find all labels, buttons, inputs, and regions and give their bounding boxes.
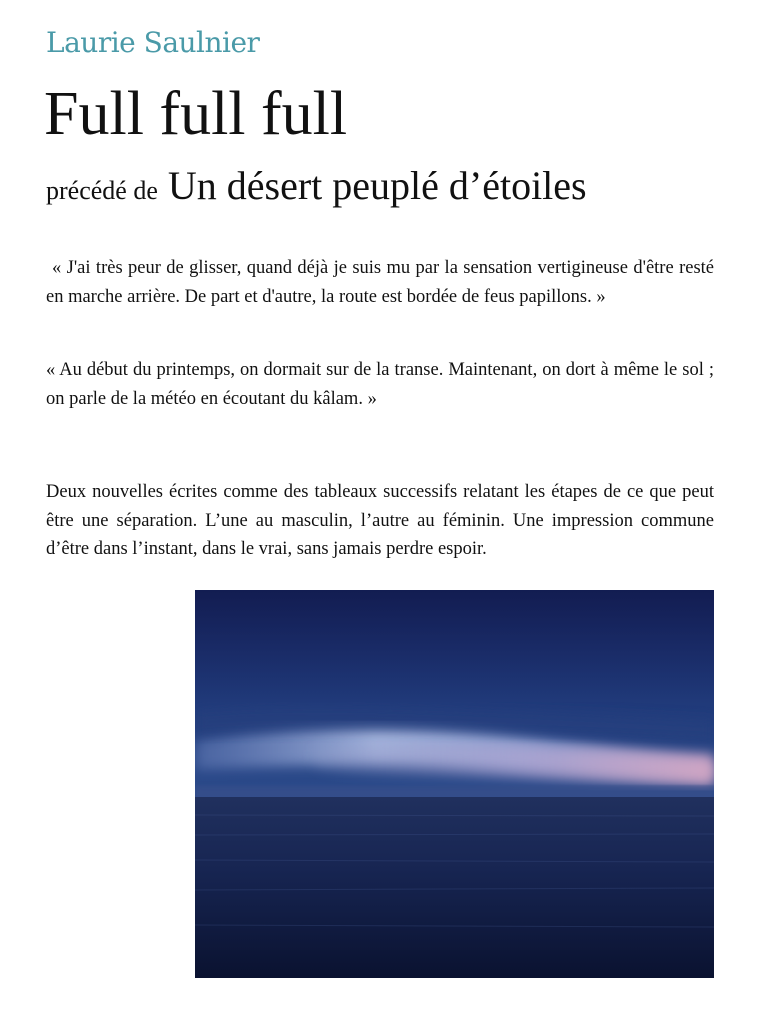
book-subtitle	[46, 162, 587, 209]
seascape-image	[195, 590, 714, 978]
subtitle-prefix: précédé de	[46, 176, 158, 205]
excerpt-quote: « Au début du printemps, on dormait sur de la transe. Maintenant, on dort à même le sol ; on parle de la météo en écoutant du kâlam. »	[46, 360, 714, 409]
subtitle-title: Un désert peuplé d’étoiles	[167, 163, 587, 208]
excerpt-quote: « J'ai très peur de glisser, quand déjà je suis mu par la sensation vertigineuse d'être resté en marche arrière. De part et d'autre, la route est bordée de feus papillons. »	[46, 258, 714, 307]
cover-photo	[195, 590, 714, 978]
book-description: Deux nouvelles écrites comme des tableaux successifs relatant les étapes de ce que peut être une séparation. L’une au masculin, l’autre au féminin. Une impression commune d’être dans l’instant, dans le vrai, sans jamais perdre espoir.	[46, 482, 714, 559]
book-title: Full full full	[44, 80, 348, 148]
author-name: Laurie Saulnier	[46, 26, 260, 59]
